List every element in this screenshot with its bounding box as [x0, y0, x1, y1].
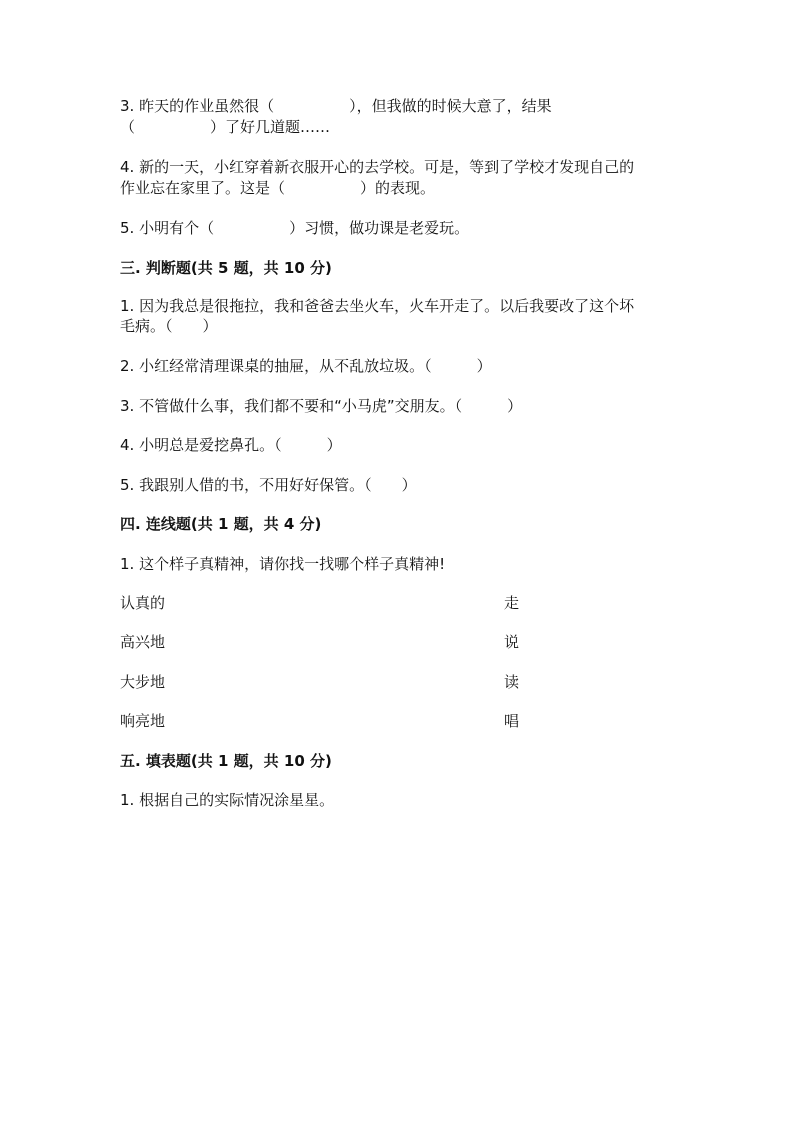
section-3-title: 三. 判断题(共 5 题，共 10 分)	[120, 259, 332, 277]
match-left-item: 高兴地	[120, 633, 166, 651]
question-5: 5. 小明有个（ ）习惯，做功课是老爱玩。	[120, 219, 470, 237]
judge-question-4: 4. 小明总是爱挖鼻孔。（ ）	[120, 436, 342, 454]
match-right-item: 读	[504, 673, 520, 691]
match-left-item: 认真的	[120, 594, 166, 612]
match-right-item: 唱	[504, 712, 520, 730]
question-4-line-1: 4. 新的一天，小红穿着新衣服开心的去学校。可是，等到了学校才发现自己的	[120, 158, 635, 176]
judge-question-1-line-1: 1. 因为我总是很拖拉，我和爸爸去坐火车，火车开走了。以后我要改了这个坏	[120, 297, 635, 315]
section-4-title: 四. 连线题(共 1 题，共 4 分)	[120, 515, 322, 533]
question-3-line-1: 3. 昨天的作业虽然很（ ），但我做的时候大意了，结果	[120, 97, 552, 115]
match-right-item: 说	[504, 633, 520, 651]
question-3-line-2: （ ）了好几道题……	[120, 118, 331, 136]
judge-question-5: 5. 我跟别人借的书，不用好好保管。（ ）	[120, 476, 417, 494]
match-right-item: 走	[504, 594, 520, 612]
match-left-item: 响亮地	[120, 712, 166, 730]
judge-question-3: 3. 不管做什么事，我们都不要和“小马虎”交朋友。（ ）	[120, 397, 523, 415]
question-4-line-2: 作业忘在家里了。这是（ ）的表现。	[120, 179, 436, 197]
judge-question-2: 2. 小红经常清理课桌的抽屉，从不乱放垃圾。（ ）	[120, 357, 492, 375]
section-5-title: 五. 填表题(共 1 题，共 10 分)	[120, 752, 332, 770]
judge-question-1-line-2: 毛病。（ ）	[120, 317, 218, 335]
match-left-item: 大步地	[120, 673, 166, 691]
match-question-1: 1. 这个样子真精神，请你找一找哪个样子真精神!	[120, 555, 446, 573]
table-question-1: 1. 根据自己的实际情况涂星星。	[120, 791, 335, 809]
